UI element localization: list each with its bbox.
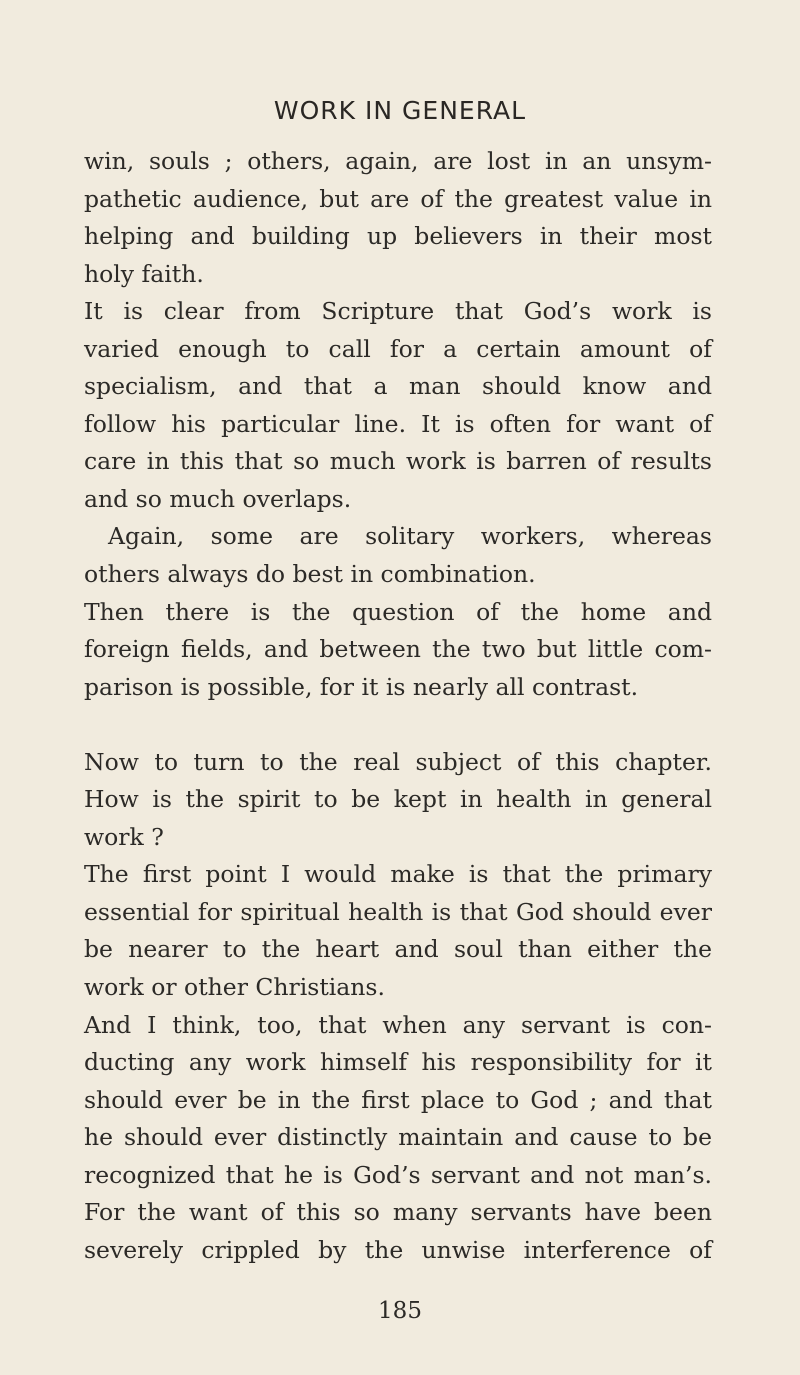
text-line: win, souls ; others, again, are lost in an unsym-	[84, 147, 712, 175]
text-line: work ?	[84, 822, 164, 851]
text-line: he should ever distinctly maintain and cause to be	[84, 1123, 712, 1152]
text-line: recognized that he is God’s servant and not man’s.	[84, 1160, 712, 1189]
text-line: The first point I would make is that the primary	[84, 860, 712, 889]
text-line: be nearer to the heart and soul than either the	[84, 935, 712, 964]
text-line: ducting any work himself his responsibility for it	[84, 1048, 712, 1077]
text-line: specialism, and that a man should know and	[84, 372, 712, 401]
text-line: Then there is the question of the home and	[84, 597, 712, 626]
running-head: WORK IN GENERAL	[273, 96, 527, 125]
text-line: helping and building up believers in their most	[84, 222, 712, 251]
text-line: How is the spirit to be kept in health in general	[84, 785, 712, 814]
text-line: And I think, too, that when any servant is con-	[84, 1010, 712, 1039]
text-line: work or other Christians.	[84, 973, 385, 1002]
text-line: It is clear from Scripture that God’s work is	[84, 297, 712, 326]
text-line: and so much overlaps.	[84, 484, 352, 513]
text-line: essential for spiritual health is that God should ever	[84, 897, 712, 926]
text-line: holy faith.	[84, 259, 204, 288]
text-line: pathetic audience, but are of the greatest value in	[84, 184, 712, 213]
body-text	[84, 143, 712, 1269]
text-line: varied enough to call for a certain amount of	[84, 334, 712, 363]
text-line: foreign fields, and between the two but little com-	[84, 635, 712, 664]
text-line: Now to turn to the real subject of this chapter.	[84, 747, 712, 776]
text-line: should ever be in the first place to God ; and that	[84, 1085, 712, 1114]
text-line: follow his particular line. It is often for want of	[84, 409, 712, 438]
text-line: care in this that so much work is barren of results	[84, 447, 712, 476]
text-line: others always do best in combination.	[84, 560, 536, 589]
page-number: 185	[378, 1298, 422, 1324]
text-line: severely crippled by the unwise interference of	[84, 1235, 712, 1264]
text-line: For the want of this so many servants have been	[84, 1198, 712, 1227]
paragraph-gap	[84, 706, 712, 744]
text-line: parison is possible, for it is nearly all contrast.	[84, 672, 639, 701]
text-line: Again, some are solitary workers, whereas	[108, 522, 712, 551]
